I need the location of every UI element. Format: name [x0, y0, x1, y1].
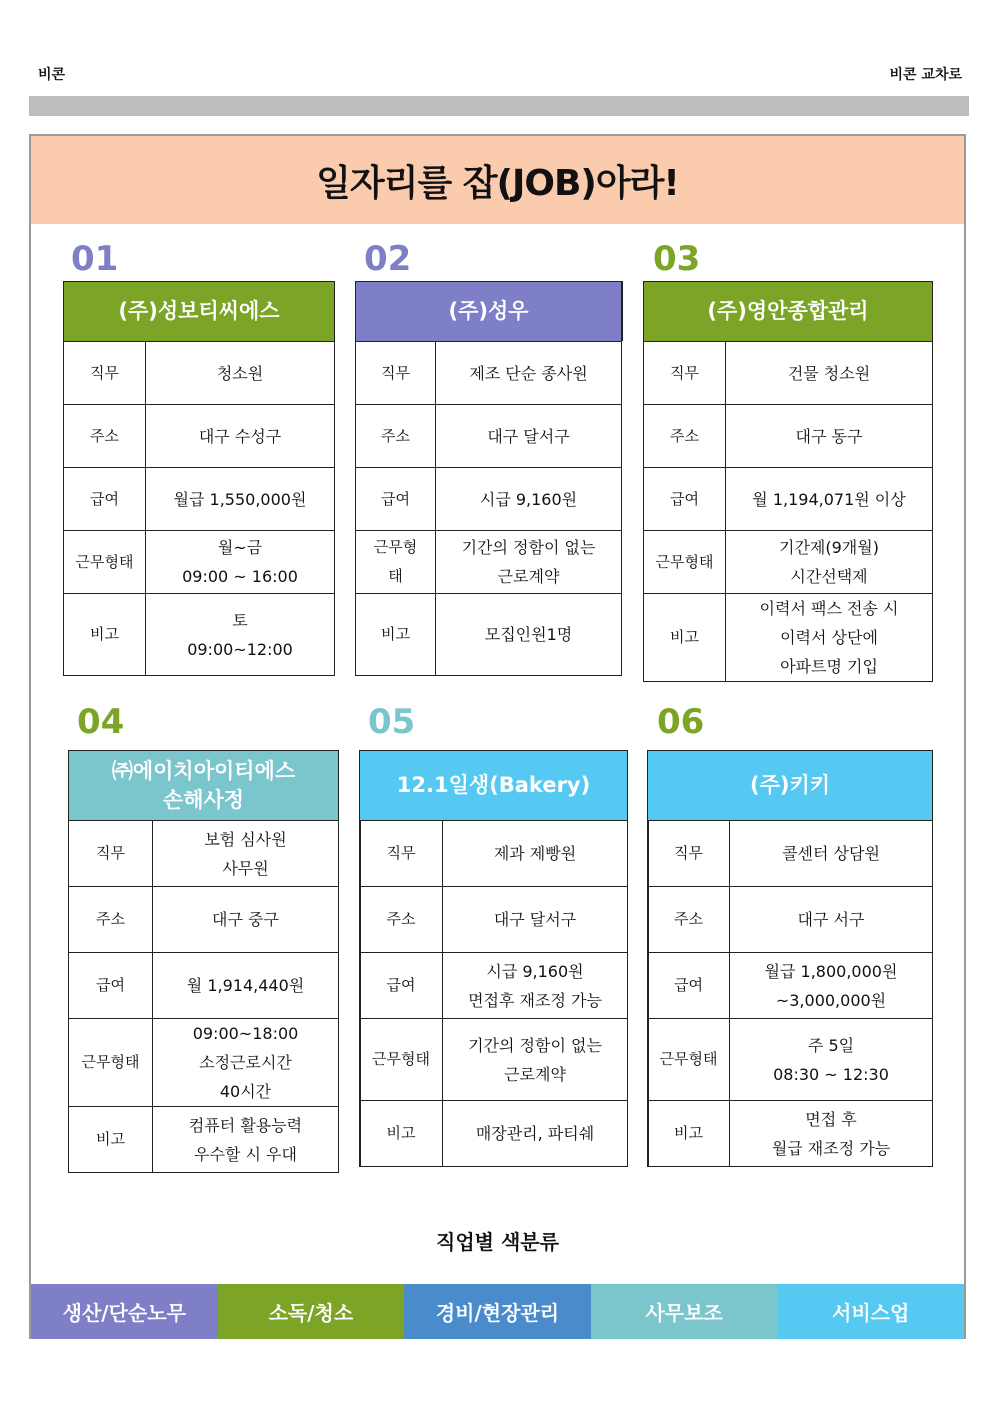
work-type-value: 기간의 정함이 없는 근로계약 [436, 531, 622, 594]
note-value: 매장관리, 파티쉐 [443, 1101, 628, 1167]
pay-value: 월급 1,550,000원 [146, 468, 335, 531]
header-left: 비콘 [38, 67, 66, 83]
work-type-label: 근무형태 [69, 1019, 153, 1107]
note-label: 비고 [356, 594, 436, 676]
job-label: 직무 [64, 342, 146, 405]
legend-service: 서비스업 [777, 1284, 964, 1339]
company-name: ㈜에이치아이티에스 손해사정 [69, 751, 339, 821]
legend-production: 생산/단순노무 [31, 1284, 218, 1339]
pay-value: 월급 1,800,000원 ~3,000,000원 [730, 953, 933, 1019]
company-name: (주)성보티씨에스 [64, 282, 335, 342]
work-type-label: 근무형태 [644, 531, 726, 594]
pay-label: 급여 [69, 953, 153, 1019]
pay-value: 시급 9,160원 [436, 468, 622, 531]
job-board [29, 134, 966, 1339]
address-label: 주소 [69, 887, 153, 953]
job-label: 직무 [360, 821, 443, 887]
work-type-value: 09:00~18:00 소정근로시간 40시간 [153, 1019, 339, 1107]
address-label: 주소 [360, 887, 443, 953]
work-type-value: 기간제(9개월) 시간선택제 [726, 531, 933, 594]
legend-cleaning: 소독/청소 [218, 1284, 405, 1339]
column-separator [334, 281, 357, 341]
job-card-03 [643, 281, 933, 682]
column-separator [622, 281, 645, 341]
job-value: 청소원 [146, 342, 335, 405]
job-number-06: 06 [657, 702, 705, 742]
note-value: 면접 후 월급 재조정 가능 [730, 1101, 933, 1167]
company-name: (주)영안종합관리 [644, 282, 933, 342]
company-name: (주)키키 [648, 751, 933, 821]
address-label: 주소 [64, 405, 146, 468]
column-separator [338, 750, 361, 1166]
job-value: 콜센터 상담원 [730, 821, 933, 887]
note-value: 컴퓨터 활용능력 우수할 시 우대 [153, 1107, 339, 1173]
legend-title: 직업별 색분류 [436, 1230, 559, 1254]
job-label: 직무 [356, 342, 436, 405]
address-value: 대구 수성구 [146, 405, 335, 468]
job-value: 건물 청소원 [726, 342, 933, 405]
note-label: 비고 [648, 1101, 730, 1167]
address-value: 대구 중구 [153, 887, 339, 953]
job-label: 직무 [644, 342, 726, 405]
address-label: 주소 [644, 405, 726, 468]
job-label: 직무 [648, 821, 730, 887]
address-value: 대구 동구 [726, 405, 933, 468]
pay-label: 급여 [644, 468, 726, 531]
pay-label: 급여 [356, 468, 436, 531]
job-card-05 [359, 750, 628, 1167]
address-label: 주소 [648, 887, 730, 953]
work-type-label: 근무형 태 [356, 531, 436, 594]
address-label: 주소 [356, 405, 436, 468]
header-divider-bar [29, 96, 969, 116]
pay-value: 월 1,194,071원 이상 [726, 468, 933, 531]
work-type-value: 주 5일 08:30 ~ 12:30 [730, 1019, 933, 1101]
company-name: (주)성우 [356, 282, 622, 342]
work-type-value: 월~금 09:00 ~ 16:00 [146, 531, 335, 594]
work-type-value: 기간의 정함이 없는 근로계약 [443, 1019, 628, 1101]
note-label: 비고 [69, 1107, 153, 1173]
job-number-04: 04 [77, 702, 125, 742]
job-number-05: 05 [368, 702, 416, 742]
legend-office: 사무보조 [591, 1284, 778, 1339]
work-type-label: 근무형태 [64, 531, 146, 594]
address-value: 대구 달서구 [443, 887, 628, 953]
job-number-01: 01 [71, 239, 119, 279]
job-card-01 [63, 281, 335, 676]
job-card-02 [355, 281, 622, 676]
page-title: 일자리를 잡(JOB)아라! [31, 136, 964, 224]
note-value: 토 09:00~12:00 [146, 594, 335, 676]
note-label: 비고 [644, 594, 726, 682]
column-separator [627, 750, 649, 1166]
note-value: 모집인원1명 [436, 594, 622, 676]
address-value: 대구 서구 [730, 887, 933, 953]
color-legend [31, 1284, 964, 1339]
note-label: 비고 [360, 1101, 443, 1167]
pay-label: 급여 [648, 953, 730, 1019]
company-name: 12.1일생(Bakery) [360, 751, 628, 821]
job-value: 제조 단순 종사원 [436, 342, 622, 405]
job-number-02: 02 [364, 239, 412, 279]
legend-security: 경비/현장관리 [404, 1284, 591, 1339]
work-type-label: 근무형태 [648, 1019, 730, 1101]
pay-value: 시급 9,160원 면접후 재조정 가능 [443, 953, 628, 1019]
header-right: 비콘 교차로 [889, 67, 962, 83]
pay-label: 급여 [360, 953, 443, 1019]
note-label: 비고 [64, 594, 146, 676]
job-number-03: 03 [653, 239, 701, 279]
pay-value: 월 1,914,440원 [153, 953, 339, 1019]
address-value: 대구 달서구 [436, 405, 622, 468]
job-value: 보험 심사원 사무원 [153, 821, 339, 887]
work-type-label: 근무형태 [360, 1019, 443, 1101]
job-label: 직무 [69, 821, 153, 887]
pay-label: 급여 [64, 468, 146, 531]
job-card-04 [68, 750, 339, 1173]
note-value: 이력서 팩스 전송 시 이력서 상단에 아파트명 기입 [726, 594, 933, 682]
job-card-06 [647, 750, 933, 1167]
job-value: 제과 제빵원 [443, 821, 628, 887]
